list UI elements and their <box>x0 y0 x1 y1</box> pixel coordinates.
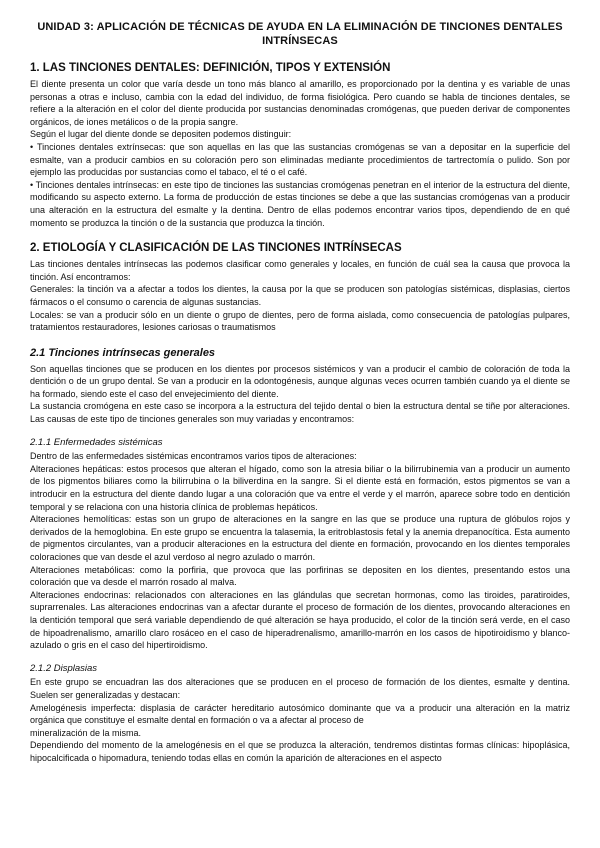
section-1-heading: 1. LAS TINCIONES DENTALES: DEFINICIÓN, TIPOS Y EXTENSIÓN <box>30 62 391 74</box>
section-2-1-2-paragraph-4: Dependiendo del momento de la amelogénesis en el que se produzca la alteración, tendremos distintas formas clínicas: hipoplásica, hipocalcificada o hipomadura, teniendo todas ellas en común la aparición de alteraciones en el aspecto <box>30 740 570 763</box>
section-2-1-1-paragraph-4: Alteraciones metabólicas: como la porfiria, que provoca que las porfirinas se depositen en los dientes, presentando estos una coloración que va desde el marrón rosado al malva. <box>30 564 570 588</box>
section-2-paragraph-2: Generales: la tinción va a afectar a todos los dientes, la causa por la que se producen son patologías sistémicas, displasias, ciertos fármacos o el consumo o carencia de algunas sustancias. <box>30 284 570 307</box>
section-2-heading: 2. ETIOLOGÍA Y CLASIFICACIÓN DE LAS TINCIONES INTRÍNSECAS <box>30 242 402 255</box>
document-title: UNIDAD 3: APLICACIÓN DE TÉCNICAS DE AYUDA EN LA ELIMINACIÓN DE TINCIONES DENTALES INTRÍNSECAS <box>37 21 563 47</box>
section-1-paragraph-3: • Tinciones dentales extrínsecas: que son aquellas en las que las sustancias cromógenas se van a depositar en la superficie del esmalte, van a producir cambios en su coloración pero son eliminadas mediante procedimientos de tartrectomía o pulido. Son por ejemplo las producidas por sustancias como el tabaco, el té o el café. <box>30 141 570 178</box>
section-2-1-1-paragraph-3: Alteraciones hemolíticas: estas son un grupo de alteraciones en la sangre en las que se produce una ruptura de glóbulos rojos y derivados de la hemoglobina. En este grupo se encuentra la talasemia, la eritroblastosis fetal y la anemia drepanocítica. Esta aumento de pigmentos circulantes, van a producir alteraciones en la estructura del diente en formación, provocando en los dientes temporales coloraciones que van desde el azul verdoso al negro azulado o marrón. <box>30 514 570 562</box>
section-1-paragraph-1: El diente presenta un color que varía desde un tono más blanco al amarillo, es proporcionado por la dentina y es variable de unas personas a otras e incluso, cambia con la edad del individuo, de forma fisiológica. Pero cuando se habla de tinciones dentales, se refiere a la alteración en el color del diente producida por sustancias denominadas cromógenas, que pueden derivar de componentes orgánicos, de iones metálicos o de la propia sangre. <box>30 79 570 127</box>
section-2-1-2-heading: 2.1.2 Displasias <box>30 662 98 674</box>
section-1-paragraph-4: • Tinciones dentales intrínsecas: en este tipo de tinciones las sustancias cromógenas penetran en el interior de la estructura del diente, modificando su aspecto externo. La forma de producción de estas tinciones se debe a que las sustancias cromógenas van a producir una alteración en la estructura del esmalte y la dentina. Dentro de ellas podemos encontrar varios tipos, dependiendo de en qué momento se produzca la tinción o de la sustancia que produzca la tinción. <box>30 179 570 228</box>
section-2-1-heading: 2.1 Tinciones intrínsecas generales <box>30 346 216 359</box>
section-1-paragraph-2: Según el lugar del diente donde se depositen podemos distinguir: <box>30 129 292 140</box>
section-2-1-paragraph-1: Son aquellas tinciones que se producen en los dientes por procesos sistémicos y van a producir el cambio de coloración de toda la dentición o de un grupo dental. Se van a producir en la odontogénesis, aunque algunas veces ocurren también cuando ya el diente se ha formado, siendo este el caso del envejecimiento del diente. <box>30 363 570 399</box>
section-2-1-1-paragraph-2: Alteraciones hepáticas: estos procesos que alteran el hígado, como son la atresia biliar o la bilirrubinemia van a producir un aumento de los pigmentos biliares como la bilirrubina o la biliverdina en la sangre. Si el diente está en formación, estos pigmentos se van a introducir en la estructura del diente dando lugar a una coloración que va entre el verde y el marrón, aparece sobre todo en dentición temporal y se relaciona con una historia clínica de problemas hepáticos. <box>30 463 570 512</box>
section-2-paragraph-3: Locales: se van a producir sólo en un diente o grupo de dientes, pero de forma aislada, como consecuencia de patologías pulpares, tratamientos restauradores, lesiones cariosas o traumatismos <box>30 309 570 333</box>
section-2-1-paragraph-2: La sustancia cromógena en este caso se incorpora a la estructura del tejido dental o bien la estructura dental se tiñe por alteraciones. Las causas de este tipo de tinciones generales son muy variadas y encontramos: <box>30 401 570 425</box>
section-2-1-1-heading: 2.1.1 Enfermedades sistémicas <box>30 436 163 448</box>
section-2-1-2-paragraph-3: mineralización de la misma. <box>30 727 142 738</box>
section-2-1-2-paragraph-1: En este grupo se encuadran las dos alteraciones que se producen en el proceso de formación de los dientes, esmalte y dentina. Suelen ser generalizadas y destacan: <box>30 677 570 700</box>
section-2-1-1-paragraph-1: Dentro de las enfermedades sistémicas encontramos varios tipos de alteraciones: <box>30 451 357 462</box>
section-2-1-2-paragraph-2: Amelogénesis imperfecta: displasia de carácter hereditario autosómico dominante que va a producir una alteración en la matriz orgánica que constituye el esmalte dental en formación o va a afectar al proceso de <box>30 702 570 726</box>
section-2-1-1-paragraph-5: Alteraciones endocrinas: relacionados con alteraciones en las glándulas que secretan hormonas, como las tiroides, paratiroides, suprarrenales. Las alteraciones endocrinas van a afectar durante el proceso de formación de los dientes, provocando alteraciones en la dentición temporal que será variable dependiendo de qué alteración se haya producido, el color de la tinción será verde, en el caso de hipoadrenalismo, amarillo claro rosáceo en el caso de hiperadrenalismo, amarillo-marrón en los casos de hipotiroidismo y blanco-azulado o gris en el caso del hipertiroidismo. <box>30 589 570 651</box>
section-2-paragraph-1: Las tinciones dentales intrínsecas las podemos clasificar como generales y locales, en función de cuál sea la causa que provoca la tinción. Así encontramos: <box>30 259 570 282</box>
